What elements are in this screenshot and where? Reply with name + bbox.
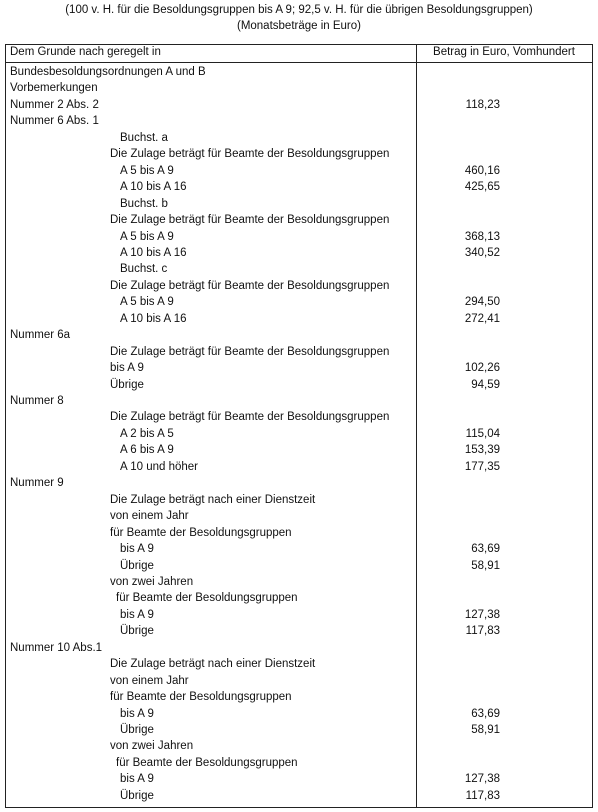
table-row: [6, 757, 592, 773]
row-label: Vorbemerkungen: [10, 82, 98, 95]
row-label: Buchst. a: [120, 131, 168, 144]
row-amount: 425,65: [464, 181, 500, 194]
table-row: [6, 280, 592, 296]
table-row: [6, 609, 592, 625]
table-row: [6, 510, 592, 526]
row-amount: 340,52: [464, 246, 500, 259]
table-row: [6, 263, 592, 279]
row-label: Nummer 6a: [10, 329, 71, 342]
table-row: [6, 329, 592, 345]
row-label: Buchst. b: [120, 197, 168, 210]
row-amount: 294,50: [464, 296, 500, 309]
table-row: [6, 296, 592, 312]
table-row: [6, 379, 592, 395]
table-row: [6, 691, 592, 707]
table-row: [6, 165, 592, 181]
table-row: [6, 411, 592, 427]
row-label: A 6 bis A 9: [120, 444, 174, 457]
table-row: [6, 560, 592, 576]
row-amount: 63,69: [471, 543, 500, 556]
row-label: von einem Jahr: [110, 674, 189, 687]
row-label: Die Zulage beträgt nach einer Dienstzeit: [110, 493, 316, 506]
row-label: Nummer 10 Abs.1: [10, 641, 103, 654]
table-row: [6, 740, 592, 756]
row-label: Die Zulage beträgt für Beamte der Besoldungsgruppen: [110, 411, 390, 424]
table-row: [6, 625, 592, 641]
table-row: [6, 428, 592, 444]
table-row: [6, 346, 592, 362]
row-label: Übrige: [120, 559, 154, 572]
table-row: [6, 132, 592, 148]
row-label: Die Zulage beträgt für Beamte der Besoldungsgruppen: [110, 279, 390, 292]
row-amount: 117,83: [465, 625, 500, 638]
row-amount: 127,38: [464, 773, 500, 786]
row-label: A 2 bis A 5: [120, 427, 174, 440]
row-label: von zwei Jahren: [110, 740, 194, 753]
row-amount: 102,26: [464, 362, 500, 375]
row-label: Übrige: [110, 378, 144, 391]
row-label: A 5 bis A 9: [120, 296, 174, 309]
column-header-amount: Betrag in Euro, Vomhundert: [433, 46, 575, 58]
table-row: [6, 790, 592, 806]
table-row: [6, 395, 592, 411]
table-row: [6, 66, 592, 82]
row-label: Übrige: [120, 789, 154, 802]
row-amount: 272,41: [464, 312, 500, 325]
table-row: [6, 362, 592, 378]
header-line-1: (100 v. H. für die Besoldungsgruppen bis A 9; 92,5 v. H. für die übrigen Besoldungsgruppen): [65, 4, 533, 16]
row-label: Nummer 6 Abs. 1: [10, 115, 99, 128]
row-label: A 10 und höher: [120, 460, 199, 473]
table-row: [6, 724, 592, 740]
table-row: [6, 543, 592, 559]
row-label: Die Zulage beträgt nach einer Dienstzeit: [110, 658, 316, 671]
row-amount: 94,59: [471, 378, 500, 391]
table-row: [6, 461, 592, 477]
table-row: [6, 708, 592, 724]
row-label: Die Zulage beträgt für Beamte der Besoldungsgruppen: [110, 148, 390, 161]
row-amount: 368,13: [464, 230, 500, 243]
table-row: [6, 675, 592, 691]
row-amount: 177,35: [464, 460, 500, 473]
row-label: bis A 9: [120, 608, 154, 621]
row-label: für Beamte der Besoldungsgruppen: [110, 526, 292, 539]
row-label: bis A 9: [110, 362, 144, 375]
table-row: [6, 592, 592, 608]
table-row: [6, 181, 592, 197]
row-label: A 10 bis A 16: [120, 312, 187, 325]
table-row: [6, 642, 592, 658]
row-amount: 117,83: [465, 789, 500, 802]
row-label: für Beamte der Besoldungsgruppen: [116, 592, 298, 605]
row-amount: 153,39: [464, 444, 500, 457]
row-label: Die Zulage beträgt für Beamte der Besoldungsgruppen: [110, 345, 390, 358]
table-row: [6, 313, 592, 329]
row-label: Nummer 9: [10, 477, 64, 490]
allowance-table: [5, 44, 593, 808]
row-label: A 10 bis A 16: [120, 246, 187, 259]
row-label: A 10 bis A 16: [120, 181, 187, 194]
row-amount: 460,16: [464, 164, 500, 177]
table-row: [6, 214, 592, 230]
row-label: von zwei Jahren: [110, 575, 194, 588]
row-amount: 127,38: [464, 608, 500, 621]
table-row: [6, 658, 592, 674]
row-label: bis A 9: [120, 543, 154, 556]
row-label: Nummer 8: [10, 395, 64, 407]
row-label: Übrige: [120, 724, 154, 736]
table-row: [6, 494, 592, 510]
row-amount: 118,23: [465, 98, 500, 111]
row-label: Die Zulage beträgt für Beamte der Besoldungsgruppen: [110, 214, 390, 227]
row-amount: 58,91: [471, 724, 500, 736]
row-amount: 115,04: [465, 427, 500, 440]
table-row: [6, 82, 592, 98]
table-row: [6, 148, 592, 164]
table-row: [6, 576, 592, 592]
table-row: [6, 444, 592, 460]
row-label: von einem Jahr: [110, 510, 189, 523]
table-row: [6, 231, 592, 247]
table-row: [6, 247, 592, 263]
column-header-basis: Dem Grunde nach geregelt in: [10, 46, 161, 58]
row-label: für Beamte der Besoldungsgruppen: [116, 756, 298, 769]
row-label: bis A 9: [120, 773, 154, 786]
header-divider: [6, 62, 592, 63]
table-row: [6, 115, 592, 131]
row-amount: 58,91: [471, 559, 500, 572]
row-label: A 5 bis A 9: [120, 230, 174, 243]
table-row: [6, 477, 592, 493]
table-row: [6, 198, 592, 214]
header-line-2: (Monatsbeträge in Euro): [236, 20, 361, 32]
table-row: [6, 99, 592, 115]
row-label: Bundesbesoldungsordnungen A und B: [10, 66, 206, 78]
row-label: Buchst. c: [120, 263, 168, 276]
row-label: bis A 9: [120, 707, 154, 720]
row-label: A 5 bis A 9: [120, 164, 174, 177]
table-row: [6, 527, 592, 543]
table-row: [6, 773, 592, 789]
row-label: Übrige: [120, 625, 154, 638]
row-label: Nummer 2 Abs. 2: [10, 98, 99, 111]
row-amount: 63,69: [471, 707, 500, 720]
row-label: für Beamte der Besoldungsgruppen: [110, 691, 292, 704]
